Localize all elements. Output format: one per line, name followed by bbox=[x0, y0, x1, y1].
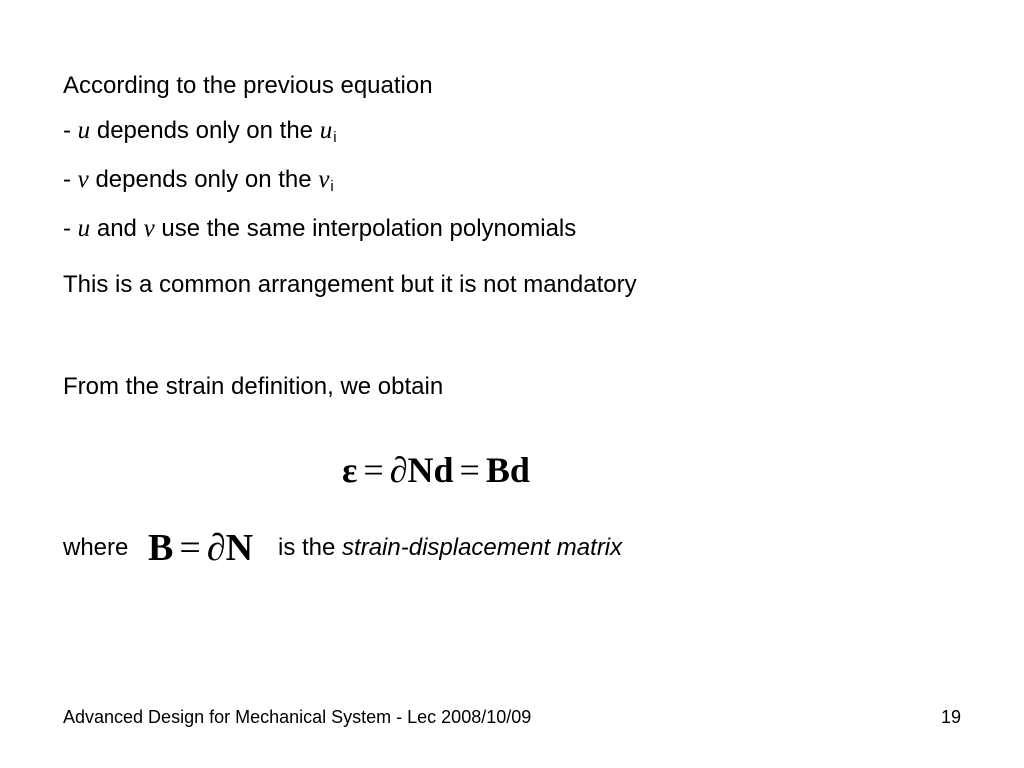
subscript-i: i bbox=[330, 178, 334, 195]
strain-equation bbox=[342, 446, 530, 494]
bullet-text: depends only on the bbox=[95, 166, 312, 193]
bd-term: Bd bbox=[485, 450, 530, 490]
nd-term: Nd bbox=[407, 450, 454, 490]
b-symbol: B bbox=[148, 527, 174, 569]
bullet-v bbox=[63, 165, 333, 198]
equals-sign: = bbox=[459, 450, 480, 490]
b-definition-equation bbox=[148, 524, 253, 572]
variable-v: v bbox=[77, 166, 89, 193]
page-number: 19 bbox=[940, 707, 961, 727]
variable-u: u bbox=[77, 215, 91, 242]
variable-v: v bbox=[143, 215, 155, 242]
variable-v-i: v bbox=[318, 166, 330, 193]
subscript-i: i bbox=[333, 129, 337, 146]
n-symbol: N bbox=[225, 527, 254, 569]
epsilon-symbol: ε bbox=[342, 450, 358, 490]
is-the-text: is the bbox=[278, 534, 336, 561]
equals-sign: = bbox=[179, 527, 201, 569]
bullet-uv bbox=[63, 214, 576, 244]
partial-symbol: ∂ bbox=[206, 527, 226, 569]
variable-u-i: u bbox=[319, 117, 333, 144]
bullet-dash: - bbox=[63, 117, 71, 144]
footer-course: Advanced Design for Mechanical System - Lec 2008/10/09 bbox=[63, 707, 532, 727]
bullet-and: and bbox=[96, 215, 137, 242]
bullet-text: depends only on the bbox=[96, 117, 314, 144]
equals-sign: = bbox=[363, 450, 384, 490]
note-text: This is a common arrangement but it is not mandatory bbox=[63, 271, 637, 298]
strain-intro-text: From the strain definition, we obtain bbox=[63, 373, 444, 400]
intro-text: According to the previous equation bbox=[63, 72, 433, 99]
bullet-dash: - bbox=[63, 215, 71, 242]
where-word: where bbox=[63, 534, 129, 561]
bullet-text: use the same interpolation polynomials bbox=[161, 215, 577, 242]
partial-symbol: ∂ bbox=[389, 450, 408, 490]
where-description bbox=[278, 533, 622, 563]
strain-displacement-term: strain-displacement matrix bbox=[342, 534, 623, 561]
bullet-u bbox=[63, 116, 336, 149]
variable-u: u bbox=[77, 117, 91, 144]
bullet-dash: - bbox=[63, 166, 71, 193]
